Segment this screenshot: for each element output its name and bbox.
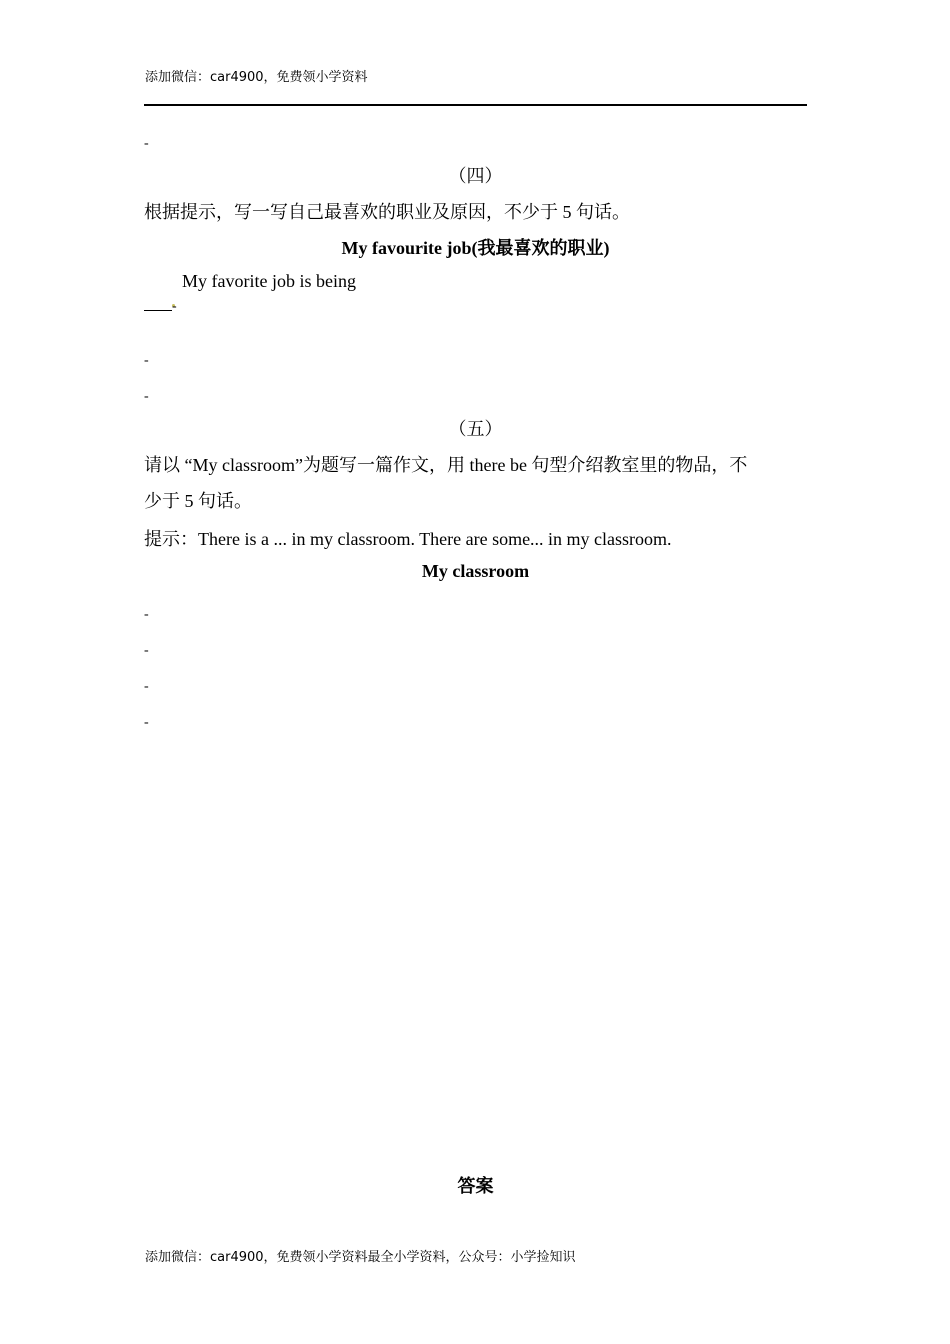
section-number: （五） (448, 419, 503, 439)
header-divider (144, 104, 807, 106)
header-text: 添加微信：car4900，免费领小学资料 (145, 70, 368, 85)
essay-title: My classroom (421, 561, 530, 581)
blank-line (144, 310, 172, 311)
answer-heading: 答案 (457, 1176, 494, 1197)
footer-text: 添加微信：car4900，免费领小学资料最全小学资料，公众号：小学捡知识 (145, 1250, 576, 1265)
writing-prompt: 根据提示，写一写自己最喜欢的职业及原因，不少于 5 句话。 (144, 202, 630, 222)
answer-line: - (144, 715, 149, 730)
answer-line: - (144, 353, 149, 368)
answer-line: - (144, 607, 149, 622)
writing-hint: 提示：There is a ... in my classroom. There are some... in my classroom. (144, 529, 672, 549)
answer-line: - (144, 643, 149, 658)
writing-prompt-line2: 少于 5 句话。 (144, 491, 252, 511)
writing-prompt-line1: 请以 “My classroom”为题写一篇作文，用 there be 句型介绍教室里的物品，不 (144, 455, 748, 475)
essay-title: My favourite job(我最喜欢的职业) (341, 238, 610, 258)
answer-line: - (144, 136, 149, 151)
answer-line: - (172, 299, 177, 314)
section-number: （四） (448, 166, 503, 186)
essay-starter: My favorite job is being (182, 271, 356, 291)
answer-line: - (144, 389, 149, 404)
answer-line: - (144, 679, 149, 694)
